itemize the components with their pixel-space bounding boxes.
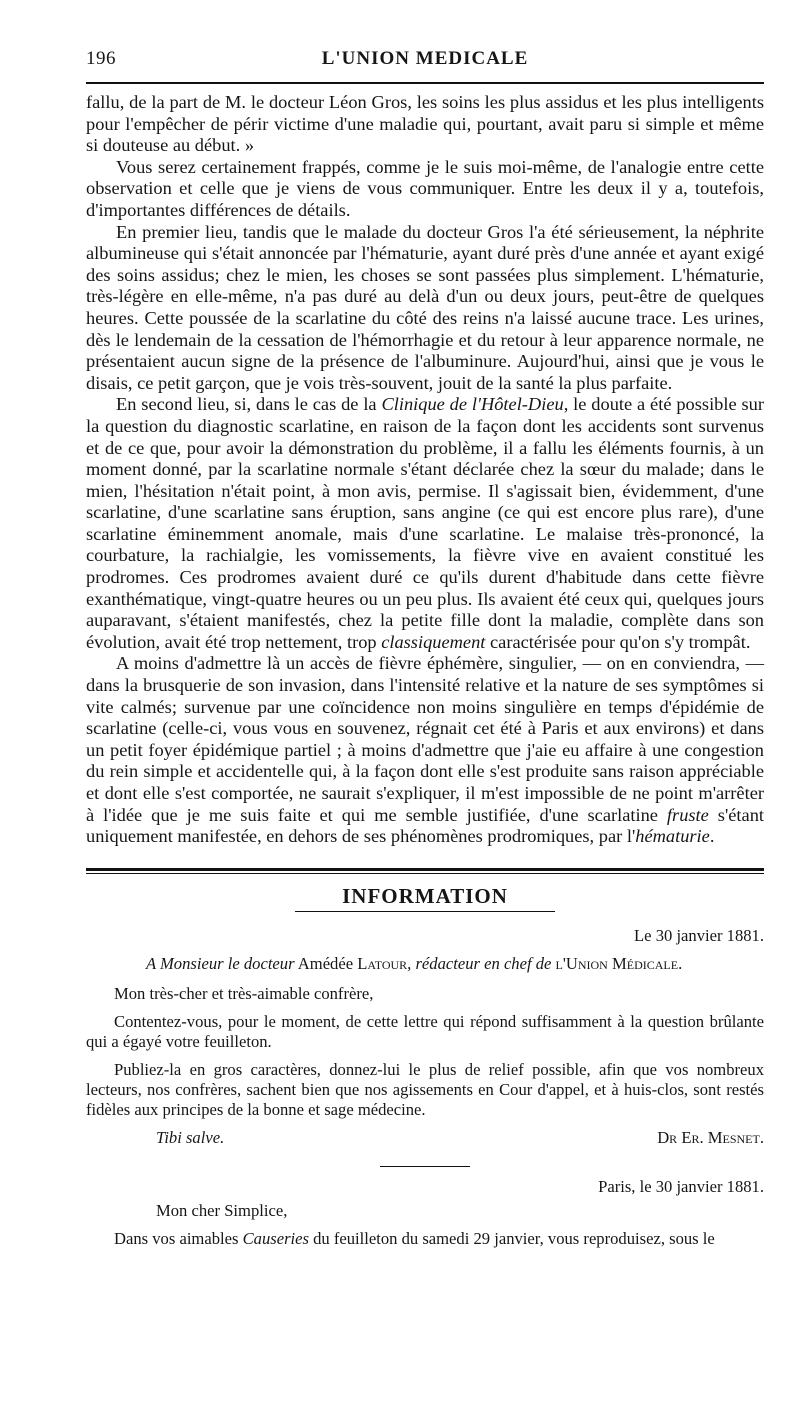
information-letter xyxy=(86,926,764,1148)
letter-paragraph-1: Contentez-vous, pour le moment, de cette lettre qui répond suffisamment à la question brûlante qui a égayé votre feuilleton. xyxy=(86,1011,764,1051)
letter-divider xyxy=(380,1166,470,1167)
addressee-name: Amédée xyxy=(297,953,354,973)
addressee-italic-2: , rédacteur en chef de xyxy=(407,953,552,973)
paragraph-4-part-a: En second lieu, si, dans le cas de la xyxy=(116,394,382,415)
letter-addressee xyxy=(146,954,764,974)
second-letter-greeting: Mon cher Simplice, xyxy=(156,1200,288,1220)
section-divider xyxy=(86,868,764,874)
paragraph-5-italic-fruste: fruste xyxy=(666,804,709,825)
paragraph-4-part-c: caractérisée pour qu'on s'y trompât. xyxy=(485,631,751,652)
letter-date: Le 30 janvier 1881. xyxy=(634,925,764,945)
paragraph-4-part-b: , le doute a été possible sur la question du diagnostic scarlatine, en raison de la façon dont les accidents sont survenus et de ce que, pour avoir la démonstration du problème, il a fallu les éléments fournis, à un moment donné, par la scarlatine normale s'étant déclarée chez la sœur du malade; dans le mien, l'hésitation n'était point, à mon avis, permise. Il s'agissait bien, évidemment, d'une scarlatine, d'une scarlatine sans éruption, sans angine (ce qui est encore plus rare), d'une scarlatine éminemment anomale, mais d'une scarlatine. Le malaise très-prononcé, la courbature, la rachialgie, les vomissements, la fièvre vive en avaient constitué les prodromes. Ces prodromes avaient duré ce qu'ils durent d'habitude dans cette fièvre exanthématique, vingt-quatre heures ou un peu plus. Ils avaient été ceux qui, quelques jours auparavant, s'étaient manifestés, chez la petite fille dont la maladie, complète dans son évolution, avait été trop nettement, trop xyxy=(86,394,764,652)
addressee-journal: l'Union Médicale. xyxy=(555,953,683,973)
paragraph-5-italic-hematurie: hématurie xyxy=(635,826,710,847)
paragraph-3: En premier lieu, tandis que le malade du docteur Gros l'a été sérieusement, la néphrite albumineuse qui s'était annoncée par l'hématurie, ayant duré près d'une année et ayant exigé des soins assidus; chez le mien, les choses se sont passées plus simplement. L'hématurie, très-légère en elle-même, n'a pas duré au delà d'un ou deux jours, peut-être de quelques heures. Cette poussée de la scarlatine du côté des reins n'a laissé aucune trace. Les urines, dès le lendemain de la cessation de l'hémorrhagie et du retour à leur apparence normale, ne présentaient aucun signe de la présence de l'albuminure. Aujourd'hui, ainsi que je vous le disais, ce petit garçon, que je vois très-souvent, jouit de la santé la plus parfaite. xyxy=(86,221,764,393)
section-title-rule xyxy=(295,911,555,912)
paragraph-5-part-c: . xyxy=(709,826,715,847)
letter-signoff xyxy=(86,1128,764,1148)
header-rule xyxy=(86,82,764,84)
letter-salutation: Mon très-cher et très-aimable confrère, xyxy=(114,983,374,1003)
paragraph-4 xyxy=(86,394,764,653)
page-number: 196 xyxy=(86,48,116,69)
paragraph-1: fallu, de la part de M. le docteur Léon Gros, les soins les plus assidus et les plus intelligents pour l'empêcher de périr victime d'une maladie qui, pourtant, avait paru si simple et même si douteuse au début. » xyxy=(86,92,764,156)
addressee-surname: Latour xyxy=(357,953,408,973)
second-letter-text-a: Dans vos aimables xyxy=(114,1228,243,1248)
article-body xyxy=(86,92,764,848)
second-letter-text-b: du feuilleton du samedi 29 janvier, vous reproduisez, sous le xyxy=(308,1228,715,1248)
second-letter-text xyxy=(86,1229,764,1249)
addressee-italic-1: A Monsieur le docteur xyxy=(146,953,295,973)
paragraph-4-italic-title: Clinique de l'Hôtel-Dieu xyxy=(381,394,564,415)
paragraph-2: Vous serez certainement frappés, comme je le suis moi-même, de l'analogie entre cette observation et celle que je viens de vous communiquer. Entre les deux il y a, toutefois, d'importantes différences de détails. xyxy=(86,156,764,220)
paragraph-5 xyxy=(86,653,764,847)
paragraph-5-part-b: s'étant uniquement manifestée, en dehors de ses phénomènes prodromiques, par l' xyxy=(86,804,764,847)
letter-closing: Tibi salve. xyxy=(156,1127,225,1147)
second-letter xyxy=(86,1177,764,1249)
paragraph-5-part-a: A moins d'admettre là un accès de fièvre éphémère, singulier, — on en conviendra, — dans la brusquerie de son invasion, dans l'intensité relative et la nature de ses symptômes si vite calmés; survenue par une coïncidence non moins singulière en temps d'épidémie de scarlatine (celle-ci, vous vous en souvenez, régnait cet été à Paris et aux environs) et dans un petit foyer épidémique partiel ; à moins d'admettre que j'aie eu affaire à une congestion du rein simple et accidentelle qui, à la façon dont elle s'est produite sans raison appréciable et dont elle s'est comportée, ne saurait s'expliquer, il m'est impossible de ne point m'arrêter à l'idée que je me suis faite et qui me semble justifiée, d'une scarlatine xyxy=(86,653,764,825)
letter-signature: Dr Er. Mesnet. xyxy=(657,1127,764,1147)
second-letter-italic: Causeries xyxy=(242,1228,309,1248)
letter-paragraph-2: Publiez-la en gros caractères, donnez-lui le plus de relief possible, afin que vos nombreux lecteurs, nos confrères, sachent bien que nos agissements en Cour d'appel, et à huis-clos, sont restés fidèles aux principes de la bonne et sage médecine. xyxy=(86,1059,764,1119)
journal-title: L'UNION MEDICALE xyxy=(321,48,529,69)
paragraph-4-italic-word: classiquement xyxy=(381,631,486,652)
second-letter-date: Paris, le 30 janvier 1881. xyxy=(598,1176,764,1196)
running-head xyxy=(86,48,764,74)
section-title: INFORMATION xyxy=(342,883,508,908)
